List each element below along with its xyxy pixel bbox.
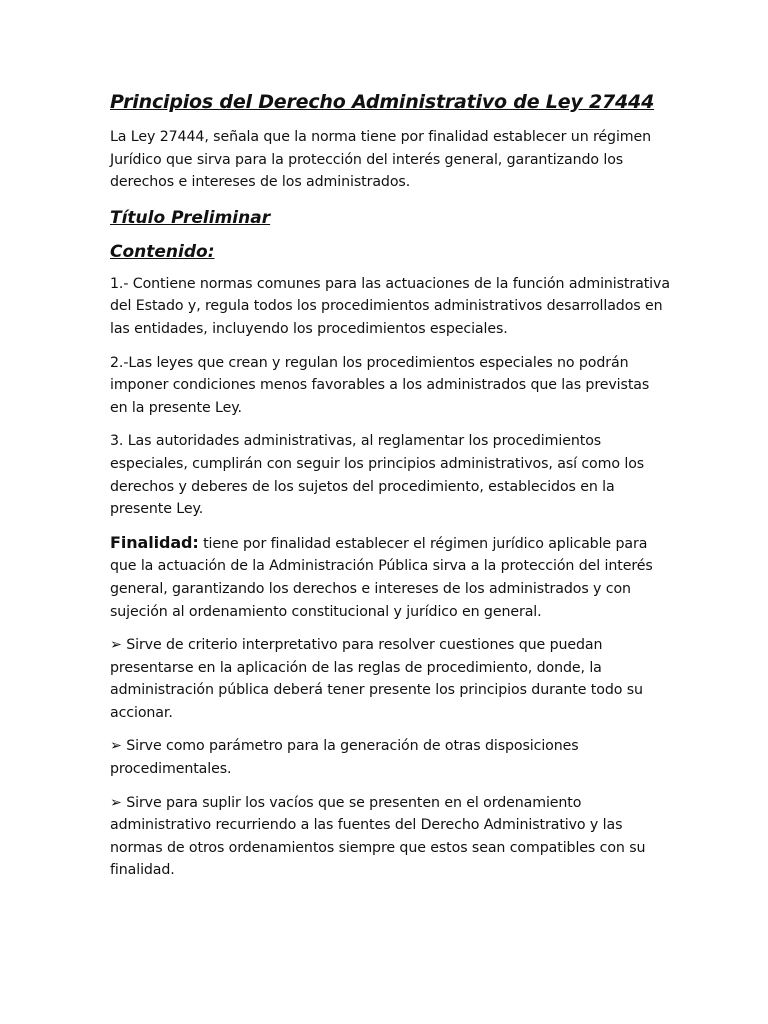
content-item-3: 3. Las autoridades administrativas, al reglamentar los procedimientos especiales, cumplirán con seguir los principios administrativos, así como los derechos y deberes de los sujetos del procedimiento, establecidos en la presente Ley. xyxy=(110,433,645,518)
finalidad-paragraph xyxy=(110,532,670,623)
section-title: Título Preliminar xyxy=(110,207,271,228)
bullet-item-2: ➢ Sirve como parámetro para la generación de otras disposiciones procedimentales. xyxy=(110,738,579,778)
bullet-item-1: ➢ Sirve de criterio interpretativo para resolver cuestiones que puedan presentarse en la aplicación de las reglas de procedimiento, donde, la administración pública deberá tener presente los principios durante todo su accionar. xyxy=(110,637,643,721)
content-item-2: 2.-Las leyes que crean y regulan los procedimientos especiales no podrán imponer condiciones menos favorables a los administrados que las previstas en la presente Ley. xyxy=(110,354,650,416)
content-heading: Contenido: xyxy=(110,241,215,262)
document-title: Principios del Derecho Administrativo de Ley 27444 xyxy=(110,91,655,113)
content-item-1: 1.- Contiene normas comunes para las actuaciones de la función administrativa del Estado y, regula todos los procedimientos administrativos desarrollados en las entidades, incluyendo los procedimientos especiales. xyxy=(110,275,670,337)
intro-paragraph: La Ley 27444, señala que la norma tiene por finalidad establecer un régimen Jurídico que sirva para la protección del interés general, garantizando los derechos e intereses de los administrados. xyxy=(110,129,652,191)
finalidad-text: tiene por finalidad establecer el régimen jurídico aplicable para que la actuación de la Administración Pública sirva a la protección del interés general, garantizando los derechos e intereses de los administrados y con sujeción al ordenamiento constitucional y jurídico en general. xyxy=(110,535,653,620)
document-page xyxy=(110,88,670,893)
finalidad-label: Finalidad: xyxy=(110,532,199,552)
bullet-item-3: ➢ Sirve para suplir los vacíos que se presenten en el ordenamiento administrativo recurriendo a las fuentes del Derecho Administrativo y las normas de otros ordenamientos siempre que estos sean compatibles con su finalidad. xyxy=(110,794,646,879)
